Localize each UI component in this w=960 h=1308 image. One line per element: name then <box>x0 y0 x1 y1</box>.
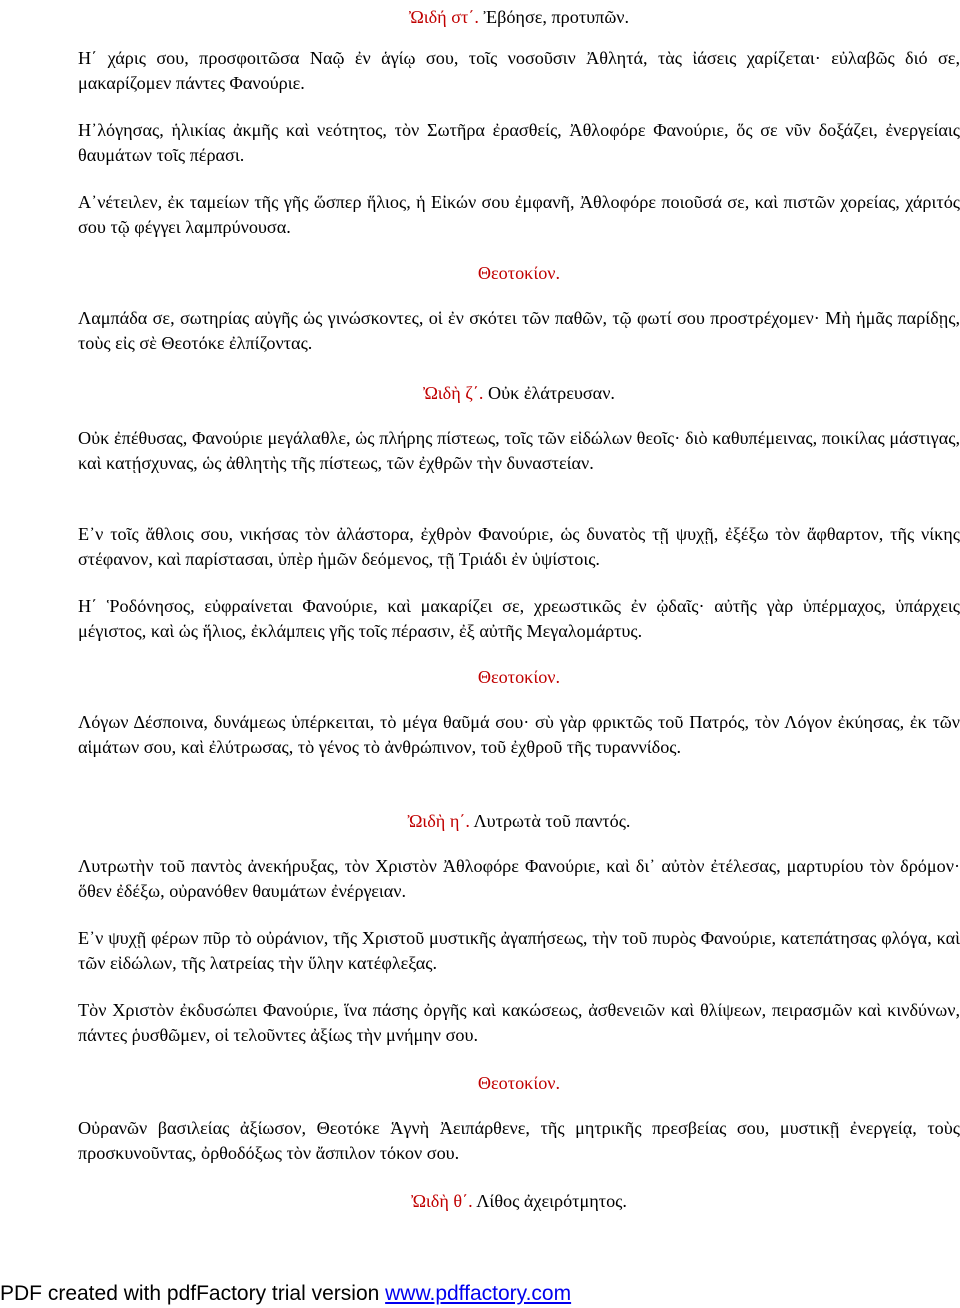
troparion-text: ΄ Ῥοδόνησος, εὐφραίνεται Φανούριε, καὶ μακαρίζει σε, χρεωστικῶς ἐν ᾠδαῖς· αὐτῆς γὰρ ὑπέρμαχος, ὑπάρχεις μέγιστος, καὶ ὡς ἥλιος, ἐκλάμπεις γῆς τοῖς πέρασιν, ἐξ αὐτῆς Μεγαλομάρτυς. <box>78 596 960 641</box>
troparion <box>78 854 960 904</box>
troparion-text: ᾿νέτειλεν, ἐκ ταμείων τῆς γῆς ὥσπερ ἥλιος, ἡ Εἰκών σου ἐμφανῆ, Ἀθλοφόρε ποιοῦσά σε, καὶ πιστῶν χορείας, χάριτός σου τῷ φέγγει λαμπρύνουσα. <box>78 192 960 237</box>
initial-letter: Η <box>78 596 92 616</box>
pdf-footer <box>0 1280 571 1308</box>
theotokion-heading <box>78 1072 960 1094</box>
troparion-text: αμπάδα σε, σωτηρίας αὐγῆς ὡς γινώσκοντες, οἱ ἐν σκότει τῶν παθῶν, τῷ φωτί σου προστρέχομεν· Μὴ ἡμᾶς παρίδῃς, τοὺς εἰς σὲ Θεοτόκε ἐλπίζοντας. <box>78 308 960 353</box>
troparion <box>78 426 960 476</box>
ode-number: Ὠιδὴ ζ΄. <box>423 383 484 403</box>
troparion-text: ὸν Χριστὸν ἐκδυσώπει Φανούριε, ἵνα πάσης ὀργῆς καὶ κακώσεως, ἀσθενειῶν καὶ θλίψεων, πειρασμῶν καὶ κινδύνων, πάντες ῥυσθῶμεν, οἱ τελοῦντες ἀξίως τὴν μνήμην σου. <box>78 1000 960 1045</box>
initial-letter: Α <box>78 192 92 212</box>
initial-letter: Η <box>78 120 92 140</box>
troparion-text: υτρωτὴν τοῦ παντὸς ἀνεκήρυξας, τὸν Χριστὸν Ἀθλοφόρε Φανούριε, καὶ δι᾿ αὐτὸν ἐτέλεσας, μαρτυρίου τὸν δρόμον· ὅθεν ἐδέξω, οὐρανόθεν θαυμάτων ἐνέργειαν. <box>78 856 960 901</box>
troparion <box>78 118 960 168</box>
initial-letter: Ο <box>78 1118 92 1138</box>
initial-letter: Ε <box>78 524 90 544</box>
troparion-text: ὐκ ἐπέθυσας, Φανούριε μεγάλαθλε, ὡς πλήρης πίστεως, τοῖς τῶν εἰδώλων θεοῖς· διὸ καθυπέμεινας, ποικίλας μάστιγας, καὶ κατῄσχυνας, ὡς ἀθλητὴς τῆς πίστεως, τῶν ἐχθρῶν τὴν δυναστείαν. <box>78 428 960 473</box>
ode-number: Ὠιδή στ΄. <box>408 7 479 27</box>
ode-heading <box>78 6 960 28</box>
ode-heirmos: Οὐκ ἐλάτρευσαν. <box>483 383 615 403</box>
ode-heirmos: Λίθος ἀχειρότμητος. <box>472 1191 627 1211</box>
troparion <box>78 306 960 356</box>
ode-heirmos: Λυτρωτὰ τοῦ παντός. <box>469 811 631 831</box>
troparion <box>78 710 960 760</box>
ode-number: Ὠιδὴ η΄. <box>407 811 470 831</box>
troparion-text: όγων Δέσποινα, δυνάμεως ὑπέρκειται, τὸ μέγα θαῦμά σου· σὺ γὰρ φρικτῶς τοῦ Πατρός, τὸν Λόγον ἐκύησας, ἐκ τῶν αἱμάτων σου, καὶ ἐλύτρωσας, τὸ γένος τὸ ἀνθρώπινον, τοῦ ἐχθροῦ τῆς τυραννίδος. <box>78 712 960 757</box>
initial-letter: Ε <box>78 928 90 948</box>
troparion-text: ᾿ν ψυχῇ φέρων πῦρ τὸ οὐράνιον, τῆς Χριστοῦ μυστικῆς ἀγαπήσεως, τὴν τοῦ πυρὸς Φανούριε, κατεπάτησας φλόγα, καὶ τῶν εἰδώλων, τῆς λατρείας τὴν ὕλην κατέφλεξας. <box>78 928 960 973</box>
initial-letter: Η <box>78 48 92 68</box>
ode-number: Ὠιδὴ θ΄. <box>411 1191 473 1211</box>
troparion <box>78 594 960 644</box>
theotokion-heading <box>78 262 960 284</box>
troparion <box>78 522 960 572</box>
troparion-text: ὐρανῶν βασιλείας ἀξίωσον, Θεοτόκε Ἁγνὴ Ἀειπάρθενε, τῆς μητρικῆς πρεσβείας σου, μυστικῇ ἐνεργείᾳ, τοὺς προσκυνοῦντας, ὀρθοδόξως τὸν ἄσπιλον τόκον σου. <box>78 1118 960 1163</box>
troparion-text: ΄ χάρις σου, προσφοιτῶσα Ναῷ ἐν ἁγίῳ σου, τοῖς νοσοῦσιν Ἀθλητά, τὰς ἰάσεις χαρίζεται· εὐλαβῶς διό σε, μακαρίζομεν πάντες Φανούριε. <box>78 48 960 93</box>
initial-letter: Τ <box>78 1000 90 1020</box>
initial-letter: Ο <box>78 428 92 448</box>
troparion <box>78 190 960 240</box>
theotokion-heading <box>78 666 960 688</box>
troparion <box>78 46 960 96</box>
troparion-text: ᾿λόγησας, ἡλικίας ἀκμῆς καὶ νεότητος, τὸν Σωτῆρα ἐρασθείς, Ἀθλοφόρε Φανούριε, ὅς σε νῦν δοξάζει, ἐνεργείαις θαυμάτων τοῖς πέρασι. <box>78 120 960 165</box>
ode-heading <box>78 382 960 404</box>
troparion <box>78 998 960 1048</box>
theotokion-label: Θεοτοκίον. <box>477 667 561 687</box>
troparion-text: ᾿ν τοῖς ἄθλοις σου, νικήσας τὸν ἀλάστορα, ἐχθρὸν Φανούριε, ὡς δυνατὸς τῇ ψυχῇ, ἐξέξω τὸν ἄφθαρτον, τῆς νίκης στέφανον, καὶ παρίστασαι, ὑπὲρ ἡμῶν δεόμενος, τῇ Τριάδι ἐν ὑψίστοις. <box>78 524 960 569</box>
troparion <box>78 926 960 976</box>
ode-heirmos: Ἐβόησε, προτυπῶν. <box>478 7 630 27</box>
initial-letter: Λ <box>78 712 92 732</box>
ode-heading <box>78 810 960 832</box>
ode-heading <box>78 1190 960 1212</box>
theotokion-label: Θεοτοκίον. <box>477 263 561 283</box>
troparion <box>78 1116 960 1166</box>
initial-letter: Λ <box>78 856 92 876</box>
footer-text: PDF created with pdfFactory trial version <box>0 1282 386 1305</box>
initial-letter: Λ <box>78 308 92 328</box>
footer-link[interactable]: www.pdffactory.com <box>385 1282 572 1305</box>
theotokion-label: Θεοτοκίον. <box>477 1073 561 1093</box>
